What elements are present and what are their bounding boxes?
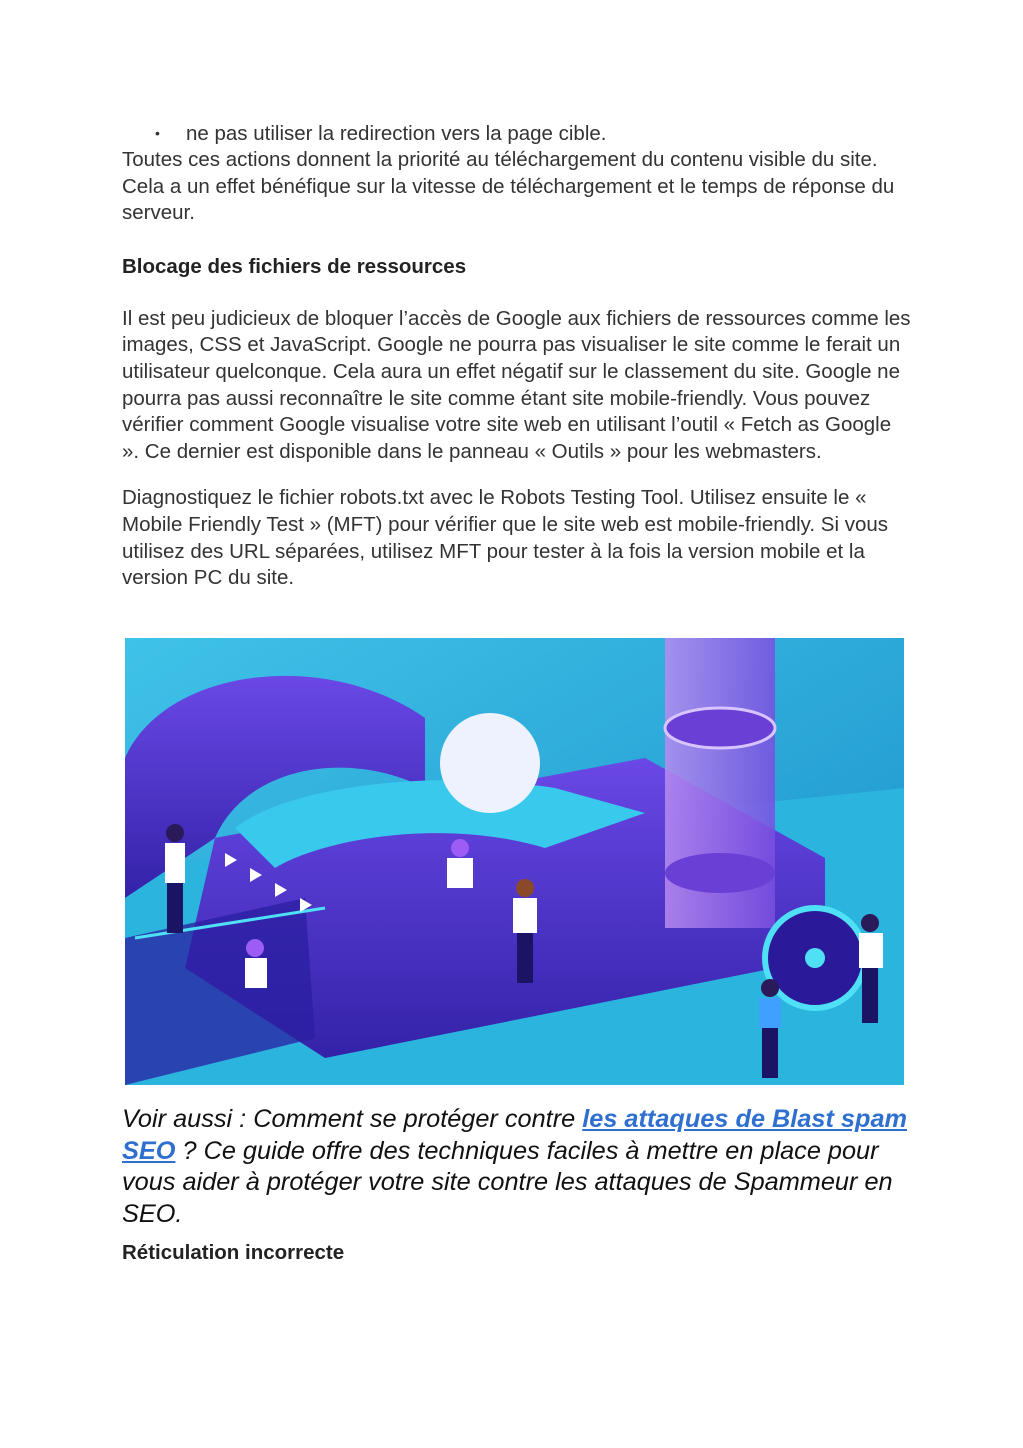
document-page	[122, 120, 912, 592]
paragraph-ressources-2: Diagnostiquez le fichier robots.txt avec le Robots Testing Tool. Utilisez ensuite le « Mobile Friendly Test » (MFT) pour vérifier que le site web est mobile-friendly. Si vous utilisez des URL séparées, utilisez MFT pour tester à la fois la version mobile et la version PC du site.	[122, 486, 888, 590]
illus-sphere	[440, 713, 540, 813]
bullet-marker: •	[155, 125, 160, 141]
illus-tube-ring-2	[665, 853, 775, 893]
illustration-svg	[125, 638, 904, 1085]
illus-tube-ring	[665, 708, 775, 748]
illustration-image	[125, 638, 904, 1085]
bullet-text: ne pas utiliser la redirection vers la page cible.	[186, 122, 607, 145]
paragraph-ressources-1: Il est peu judicieux de bloquer l’accès de Google aux fichiers de ressources comme les images, CSS et JavaScript. Google ne pourra pas visualiser le site comme le ferait un utilisateur quelconque. Cela aura un effet négatif sur le classement du site. Google ne pourra pas aussi reconnaître le site comme étant site mobile-friendly. Vous pouvez vérifier comment Google visualise votre site web en utilisant l’outil « Fetch as Google ». Ce dernier est disponible dans le panneau « Outils » pour les webmasters.	[122, 306, 911, 463]
section-heading-reticulation: Réticulation incorrecte	[122, 1241, 345, 1264]
see-also-paragraph	[122, 1104, 912, 1230]
see-also-suffix: ? Ce guide offre des techniques faciles à mettre en place pour vous aider à protéger votre site contre les attaques de Spammeur en SEO.	[122, 1136, 893, 1228]
see-also-link[interactable]: les attaques de Blast spam SEO	[122, 1105, 908, 1165]
section-heading-ressources: Blocage des fichiers de ressources	[122, 254, 467, 278]
intro-paragraph: Toutes ces actions donnent la priorité au téléchargement du contenu visible du site. Cela a un effet bénéfique sur la vitesse de téléchargement et le temps de réponse du serveur.	[122, 148, 895, 225]
see-also-prefix: Voir aussi : Comment se protéger contre	[122, 1105, 583, 1133]
illus-fan-hub	[805, 948, 825, 968]
bullet-item	[122, 120, 912, 147]
